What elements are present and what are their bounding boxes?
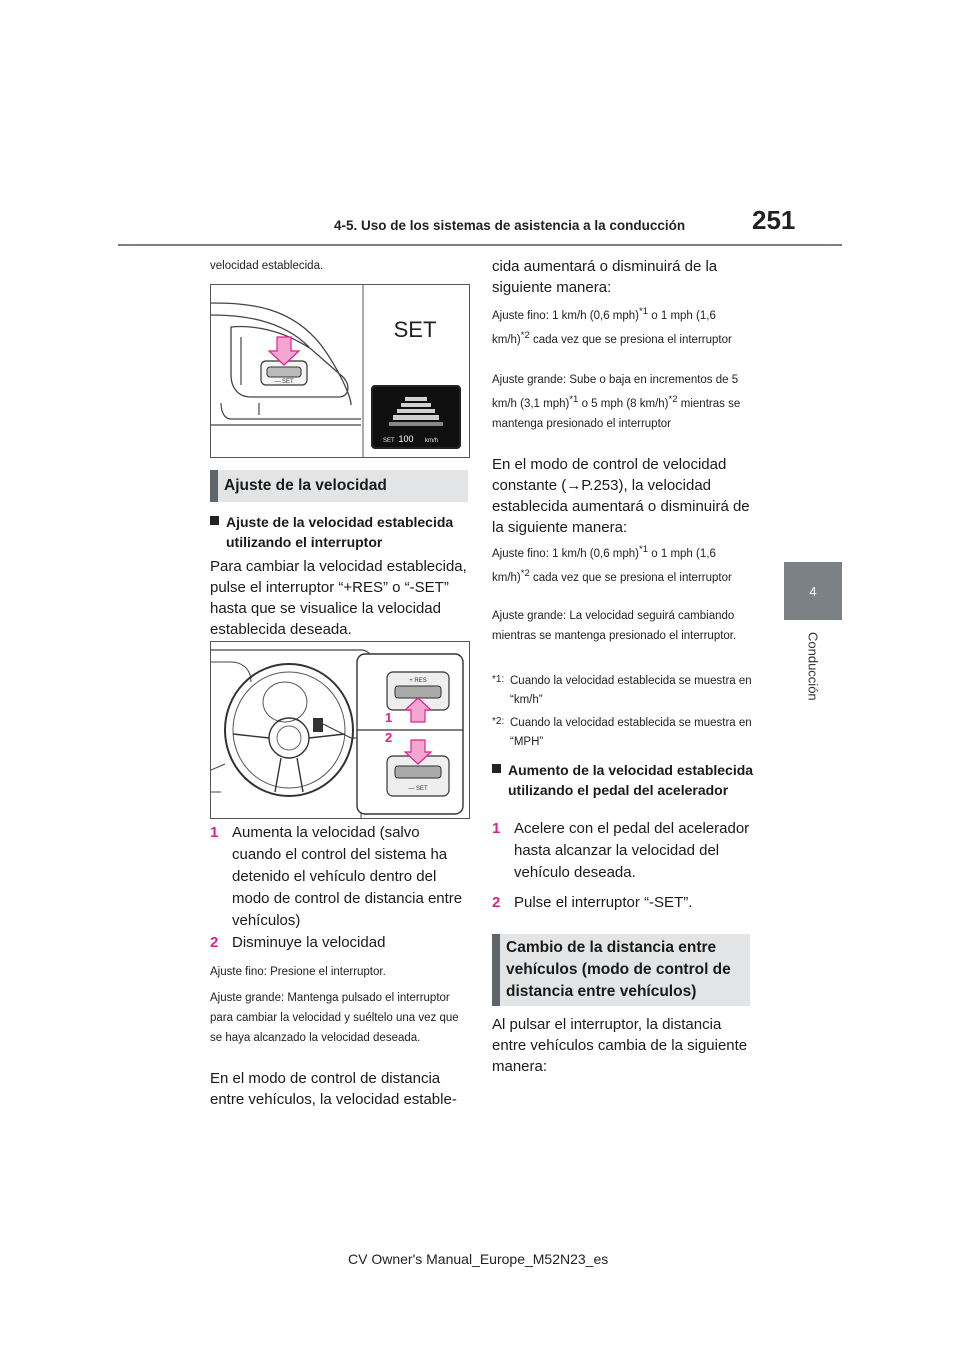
subhead-switch-adjust	[210, 512, 472, 552]
left-step-2	[210, 932, 472, 954]
step-text: Disminuye la velocidad	[232, 934, 386, 951]
fine-text-b: o 1 mph (1,6 km/h)	[492, 547, 716, 584]
chapter-tab	[784, 562, 842, 620]
right-para-4: Al pulsar el interruptor, la distancia entre vehículos cambia de la siguiente manera:	[492, 1016, 748, 1075]
callout-2: 2	[385, 730, 393, 745]
right-step-1	[492, 818, 754, 884]
set-switch-label: — SET	[408, 786, 428, 792]
set-display-label: SET	[393, 317, 437, 342]
meter-speed-value: 100	[398, 434, 414, 444]
step-number: 1	[492, 820, 501, 837]
footnote-mark: *2:	[492, 716, 505, 727]
step-text: Acelere con el pedal del acelerador hasta alcanzar la velocidad del vehículo deseada.	[514, 820, 750, 881]
section-heading-text: Ajuste de la velocidad	[224, 477, 387, 494]
chapter-label-text: Conducción	[805, 632, 821, 701]
step-number: 2	[492, 894, 501, 911]
subhead-text: Ajuste de la velocidad establecida utilizando el interruptor	[226, 514, 454, 550]
coarse-text-a: Ajuste grande: Sube o baja en incrementos de 5 km/h (3,1 mph)	[492, 374, 739, 410]
fine-text-b: o 1 mph (1,6 km/h)	[492, 309, 716, 346]
left-intro: velocidad establecida.	[210, 260, 324, 272]
fine-text-c: cada vez que se presiona el interruptor	[529, 571, 732, 584]
left-step-1	[210, 822, 472, 932]
right-step-2	[492, 892, 754, 914]
heading-bar	[210, 470, 218, 502]
heading-bar	[492, 934, 500, 1006]
right-para-3: En el modo de control de velocidad constante (→P.253), la velocidad establecida aumentará o disminuirá de la siguiente manera:	[492, 456, 750, 536]
right-continuation: cida aumentará o disminuirá de la siguiente manera:	[492, 258, 718, 296]
left-coarse-adjust: Ajuste grande: Mantenga pulsado el interruptor para cambiar la velocidad y suéltelo una vez que se haya alcanzado la velocidad deseada.	[210, 992, 459, 1044]
figure-set-switch	[210, 284, 470, 458]
right-fine-adjust-2	[492, 540, 754, 588]
footnote-ref-1: *1	[569, 394, 579, 405]
right-coarse-adjust-2: Ajuste grande: La velocidad seguirá cambiando mientras se mantenga presionado el interruptor.	[492, 610, 737, 642]
section-heading-speed-adjust	[210, 470, 468, 502]
res-switch-label: + RES	[409, 678, 427, 684]
footnote-ref-2: *2	[520, 329, 530, 341]
step-text: Pulse el interruptor “-SET”.	[514, 894, 693, 911]
fine-text-a: Ajuste fino: 1 km/h (0,6 mph)	[492, 309, 640, 322]
header-section-title: 4-5. Uso de los sistemas de asistencia a la conducción	[334, 218, 686, 233]
footer-manual-code: CV Owner's Manual_Europe_M52N23_es	[348, 1251, 609, 1267]
coarse-text-c: mientras se mantenga presionado el interruptor	[492, 397, 741, 430]
chapter-label	[784, 632, 842, 712]
switch-set-label: — SET	[274, 379, 294, 385]
section-heading-distance	[492, 934, 750, 1006]
step-text: Aumenta la velocidad (salvo cuando el control del sistema ha detenido el vehículo dentro del modo de control de distancia entre vehículos)	[232, 824, 463, 929]
footnote-text: Cuando la velocidad establecida se muestra en “km/h”	[510, 675, 752, 706]
footnote-1	[492, 672, 754, 710]
res-set-switch-illustration	[211, 642, 469, 818]
set-switch-illustration	[211, 285, 469, 457]
subhead-text: Aumento de la velocidad establecida utilizando el pedal del acelerador	[508, 762, 754, 798]
step-number: 2	[210, 934, 219, 951]
page-number: 251	[752, 205, 796, 235]
chapter-number: 4	[809, 583, 817, 599]
footnote-2	[492, 714, 754, 752]
header-rule	[118, 244, 842, 246]
footnote-ref-1: *1	[639, 306, 649, 317]
square-bullet-icon	[210, 516, 219, 525]
footnote-mark: *1:	[492, 674, 505, 685]
left-fine-adjust: Ajuste fino: Presione el interruptor.	[210, 966, 386, 978]
footnote-ref-1: *1	[639, 544, 649, 555]
subhead-pedal-adjust	[492, 760, 754, 800]
footnote-ref-2: *2	[668, 394, 678, 405]
right-fine-adjust-1	[492, 302, 754, 350]
coarse-text-b: o 5 mph (8 km/h)	[578, 397, 669, 410]
footnote-text: Cuando la velocidad establecida se muestra en “MPH”	[510, 717, 752, 748]
figure-res-set-switch	[210, 641, 470, 819]
footnote-ref-2: *2	[520, 567, 530, 579]
fine-text-a: Ajuste fino: 1 km/h (0,6 mph)	[492, 547, 640, 560]
section-heading-text: Cambio de la distancia entre vehículos (modo de control de distancia entre vehículos)	[506, 939, 731, 1000]
left-para-1: Para cambiar la velocidad establecida, pulse el interruptor “+RES” o “-SET” hasta que se visualice la velocidad establecida deseada.	[210, 558, 467, 638]
callout-1: 1	[385, 710, 393, 725]
square-bullet-icon	[492, 764, 501, 773]
left-para-2: En el modo de control de distancia entre vehículos, la velocidad estable-	[210, 1070, 457, 1108]
meter-speed-unit: km/h	[425, 438, 439, 444]
right-coarse-adjust-1	[492, 370, 754, 434]
step-number: 1	[210, 824, 219, 841]
fine-text-c: cada vez que se presiona el interruptor	[529, 333, 732, 346]
meter-set-text: SET	[383, 438, 395, 444]
